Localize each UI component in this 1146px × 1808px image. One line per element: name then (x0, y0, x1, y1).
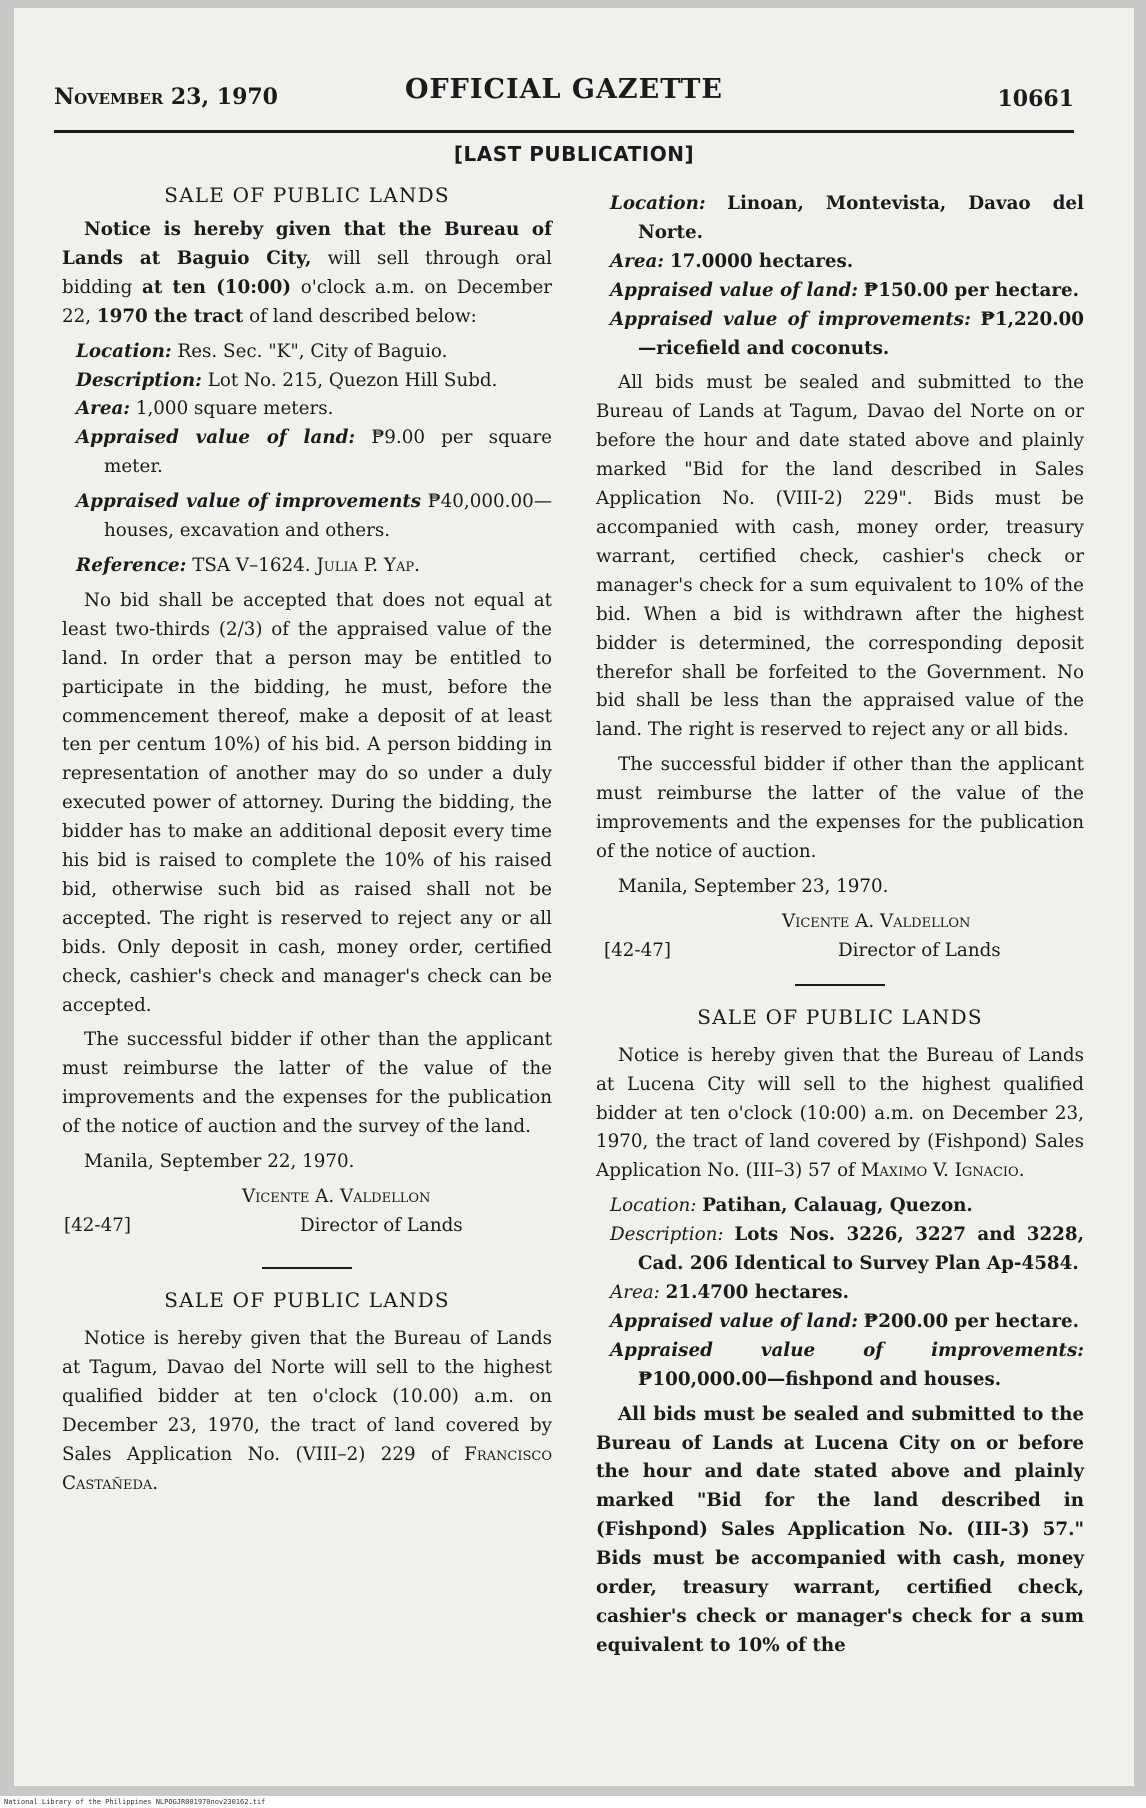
area-value: 17.0000 hectares. (669, 250, 854, 272)
applicant-name: Maximo V. Ignacio. (860, 1160, 1025, 1182)
place-date: Manila, September 23, 1970. (618, 875, 889, 897)
reimbursement-terms: The successful bidder if other than the applicant must reimburse the latter of the value of the improvements and the expenses for the publication of the notice of auction. (596, 754, 1084, 862)
land-value-label: Appraised value of land: (610, 279, 858, 301)
improvements-label: Appraised value of improvements: (610, 308, 971, 330)
reference-name: Julia P. Yap. (316, 554, 420, 576)
improvements-value: ₱1,220.00—ricefield and coconuts. (638, 308, 1084, 359)
signature-block (62, 1183, 552, 1243)
description-label: Description: (76, 369, 202, 391)
bidding-terms: No bid shall be accepted that does not equal at least two-thirds (2/3) of the appraised value of the land. In order that a person may be entitled to participate in the bidding, he must, before the commencement thereof, make a deposit of at least ten per centum 10%) of his bid. A person bidding in representation of another may do so under a duly executed power of attorney. During the bidding, the bidder has to make an additional deposit every time his bid is raised to complete the 10% of his raised bid, otherwise such bid as raised shall not be accepted. The right is reserved to reject any or all bids. Only deposit in cash, money order, certified check, cashier's check and manager's check can be accepted. (62, 589, 552, 1016)
reference-code: [42-47] (604, 939, 671, 961)
land-value: ₱150.00 per hectare. (863, 279, 1079, 301)
area-field (596, 248, 1084, 277)
intro-text: Notice is hereby given that the Bureau of Lands at Tagum, Davao del Norte will sell to the highest qualified bidder at ten o'clock (10.00) a.m. on December 23, 1970, the tract of land covered by Sales Application No. (VIII–2) 229 of (62, 1328, 552, 1465)
area-value: 1,000 square meters. (135, 398, 334, 420)
notice-intro (62, 1325, 552, 1498)
section-divider (262, 1267, 352, 1269)
publication-title: OFFICIAL GAZETTE (404, 74, 724, 105)
notice-intro (62, 216, 552, 332)
land-value: ₱9.00 per square meter. (104, 427, 552, 478)
description-value: Lot No. 215, Quezon Hill Subd. (207, 369, 498, 391)
area-label: Area: (610, 250, 665, 272)
section-divider (795, 984, 885, 986)
right-column (596, 190, 1084, 1661)
location-value: Linoan, Montevista, Davao del Norte. (638, 193, 1084, 243)
land-value: ₱200.00 per hectare. (863, 1310, 1079, 1332)
page-number: 10661 (997, 86, 1074, 112)
gazette-page (14, 8, 1134, 1786)
area-field (596, 1279, 1084, 1308)
issue-date: November 23, 1970 (54, 84, 278, 110)
location-value: Res. Sec. "K", City of Baguio. (177, 340, 448, 362)
description-label: Description: (610, 1224, 724, 1246)
reimbursement-terms: The successful bidder if other than the applicant must reimburse the latter of the value of the improvements and the expenses for the publication of the notice of auction and the survey of the land. (62, 1029, 552, 1138)
location-value: Patihan, Calauag, Quezon. (702, 1195, 973, 1217)
applicant-name: Francisco Castañeda. (62, 1443, 552, 1494)
reference-value: TSA V–1624. (192, 554, 311, 576)
signer-name: Vicente A. Valdellon (782, 910, 971, 932)
bidding-terms: All bids must be sealed and submitted to the Bureau of Lands at Tagum, Davao del Norte on or before the hour and date stated above and plainly marked "Bid for the land described in Sales Application No. (VIII-2) 229". Bids must be accompanied with cash, money order, treasury warrant, certified check, cashier's check or manager's check for a sum equivalent to 10% of the bid. When a bid is withdrawn after the highest bidder is determined, the corresponding deposit therefor shall be forfeited to the Government. No bid shall be less than the appraised value of the land. The right is reserved to reject any or all bids. (596, 372, 1084, 741)
area-label: Area: (76, 398, 131, 420)
location-field (596, 190, 1084, 248)
land-value-label: Appraised value of land: (76, 427, 356, 449)
description-field (62, 367, 552, 396)
improvements-field (596, 306, 1084, 364)
notice-heading: SALE OF PUBLIC LANDS (164, 183, 450, 207)
scan-source: National Library of the Philippines NLPOGJR001970nov230162.tif (4, 1798, 266, 1806)
location-label: Location: (610, 1195, 697, 1217)
last-publication-label: [LAST PUBLICATION] (453, 142, 695, 166)
location-label: Location: (76, 340, 172, 362)
location-field (596, 1192, 1084, 1221)
improvements-field (596, 1337, 1084, 1395)
area-field (62, 395, 552, 424)
land-value-field (596, 1308, 1084, 1337)
page-header (54, 68, 1074, 128)
improvements-label: Appraised value of improvements (76, 491, 422, 513)
header-rule (54, 130, 1074, 133)
area-label: Area: (610, 1282, 660, 1303)
notice-intro (596, 1042, 1084, 1187)
intro-text-date: o'clock a.m. on December 22, (62, 276, 552, 327)
reference-field (62, 552, 552, 581)
signer-name: Vicente A. Valdellon (242, 1186, 431, 1207)
place-date: Manila, September 22, 1970. (84, 1151, 355, 1173)
intro-text-end: of land described below: (243, 305, 477, 327)
notice-heading: SALE OF PUBLIC LANDS (164, 1288, 450, 1312)
reference-code: [42-47] (64, 1215, 131, 1236)
land-value-field (62, 424, 552, 482)
area-value: 21.4700 hectares. (665, 1282, 849, 1303)
intro-bold-year: 1970 the tract (96, 305, 244, 327)
reference-label: Reference: (76, 554, 187, 576)
improvements-label: Appraised value of improvements: (610, 1339, 1084, 1361)
bidding-terms: All bids must be sealed and submitted to the Bureau of Lands at Lucena City on or before the hour and date stated above and plainly marked "Bid for the land described in (Fishpond) Sales Application No. (III-3) 57." Bids must be accompanied with cash, money order, treasury warrant, certified check, cashier's check or manager's check for a sum equivalent to 10% of the (596, 1403, 1084, 1656)
location-field (62, 338, 552, 367)
signer-title: Director of Lands (300, 1215, 463, 1236)
description-field (596, 1221, 1084, 1279)
land-value-field (596, 277, 1084, 306)
improvements-value: ₱40,000.00—houses, excavation and others. (104, 491, 552, 542)
intro-bold: Notice is hereby given that the Bureau of Lands at Baguio City, (62, 219, 552, 269)
description-value: Lots Nos. 3226, 3227 and 3228, Cad. 206 Identical to Survey Plan Ap-4584. (638, 1224, 1084, 1275)
intro-text: Notice is hereby given that the Bureau of Lands at Lucena City will sell to the highest qualified bidder at ten o'clock (10:00) a.m. on December 23, 1970, the tract of land covered by (Fishpond) Sales Application No. (III–3) 57 of (596, 1044, 1084, 1182)
location-label: Location: (610, 193, 706, 214)
signature-block (596, 908, 1084, 968)
scan-footer (0, 1796, 1146, 1808)
notice-heading: SALE OF PUBLIC LANDS (697, 1004, 983, 1029)
left-column (62, 180, 552, 1498)
intro-text: will sell through oral bidding (62, 247, 552, 298)
land-value-label: Appraised value of land: (610, 1310, 858, 1332)
improvements-field (62, 488, 552, 546)
improvements-value: ₱100,000.00—fishpond and houses. (638, 1368, 1002, 1390)
signer-title: Director of Lands (838, 939, 1001, 961)
intro-bold-time: at ten (10:00) (141, 276, 292, 298)
